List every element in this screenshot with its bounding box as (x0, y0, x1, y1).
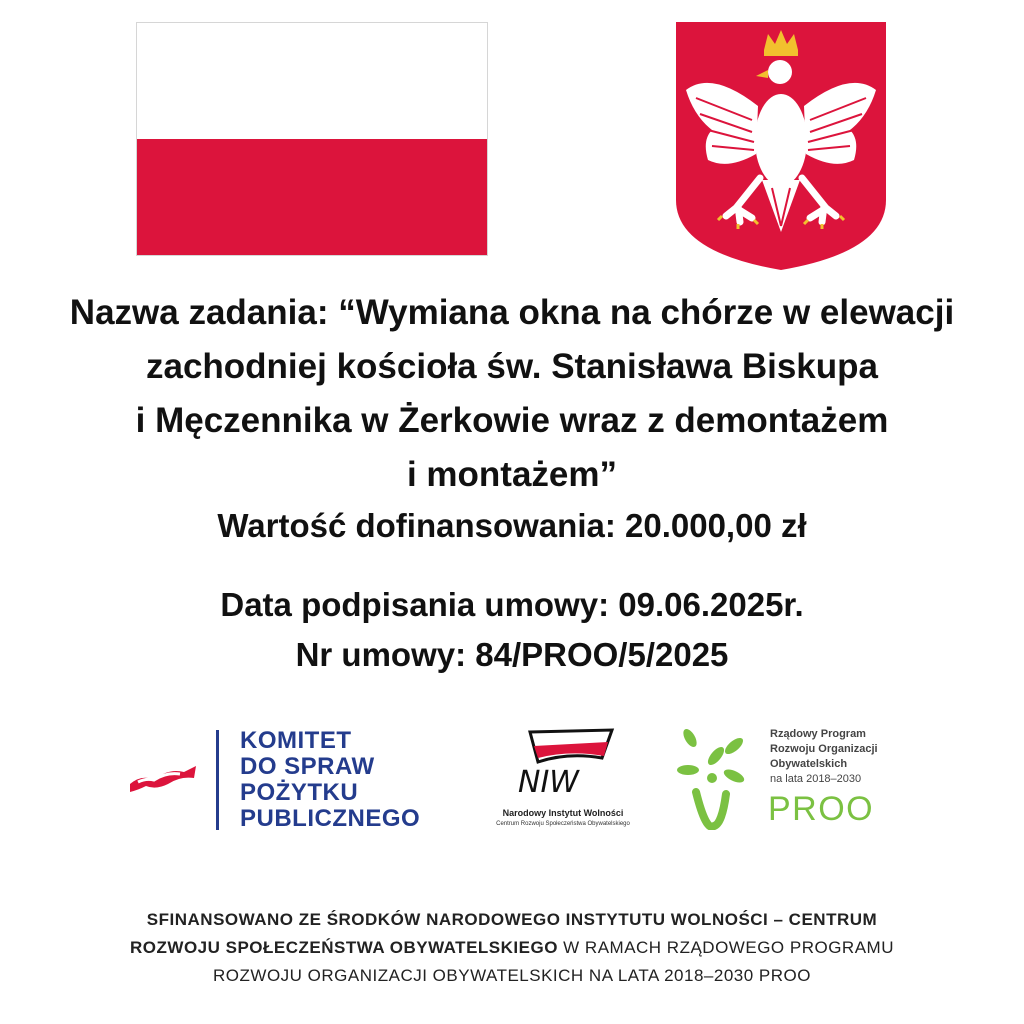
footer-line-2 (0, 934, 1024, 962)
contract-signed-date: Data podpisania umowy: 09.06.2025r. (220, 586, 804, 623)
proo-years: na lata 2018–2030 (770, 773, 862, 785)
kpp-logo-text (240, 728, 420, 832)
task-title-line: i montażem” (406, 455, 618, 494)
contract-info (0, 580, 1024, 680)
task-title-line: Nazwa zadania: “Wymiana okna na chórze w elewacji (69, 293, 955, 332)
footer-funding-note (0, 906, 1024, 990)
proo-line: Rozwoju Organizacji (770, 743, 878, 755)
kpp-flag-logo (128, 758, 198, 798)
task-title-line: i Męczennika w Żerkowie wraz z demontażem (135, 401, 889, 440)
white-eagle-emblem (672, 20, 890, 272)
flag-red-stripe (137, 139, 487, 255)
footer-line-1: SFINANSOWANO ZE ŚRODKÓW NARODOWEGO INSTYTUTU WOLNOŚCI – CENTRUM (146, 910, 878, 929)
proo-line: Obywatelskich (770, 758, 848, 770)
niw-subtitle: Centrum Rozwoju Społeczeństwa Obywatelskiego (496, 821, 630, 827)
polish-flag (136, 22, 488, 256)
proo-line: Rządowy Program (770, 728, 866, 740)
niw-name: Narodowy Instytut Wolności (502, 808, 624, 818)
footer-line-2-bold: ROZWOJU SPOŁECZEŃSTWA OBYWATELSKIEGO (130, 938, 558, 957)
task-title (0, 286, 1024, 502)
proo-logo-text (770, 727, 878, 787)
contract-number: Nr umowy: 84/PROO/5/2025 (295, 636, 729, 673)
proo-logo (676, 728, 752, 830)
niw-logo (508, 728, 618, 800)
flag-white-stripe (137, 23, 487, 139)
kpp-line: KOMITET (240, 727, 352, 754)
funding-amount: Wartość dofinansowania: 20.000,00 zł (217, 507, 807, 544)
task-title-line: zachodniej kościoła św. Stanisława Biskupa (145, 347, 878, 386)
footer-line-2-rest: W RAMACH RZĄDOWEGO PROGRAMU (557, 938, 894, 957)
kpp-line: POŻYTKU (240, 779, 359, 806)
footer-line-3: ROZWOJU ORGANIZACJI OBYWATELSKICH NA LATA 2018–2030 PROO (213, 966, 811, 985)
kpp-divider (216, 730, 219, 830)
kpp-line: DO SPRAW (240, 753, 375, 780)
proo-name: PROO (768, 790, 875, 828)
kpp-line: PUBLICZNEGO (240, 805, 421, 832)
niw-mark: NIW (518, 765, 579, 800)
